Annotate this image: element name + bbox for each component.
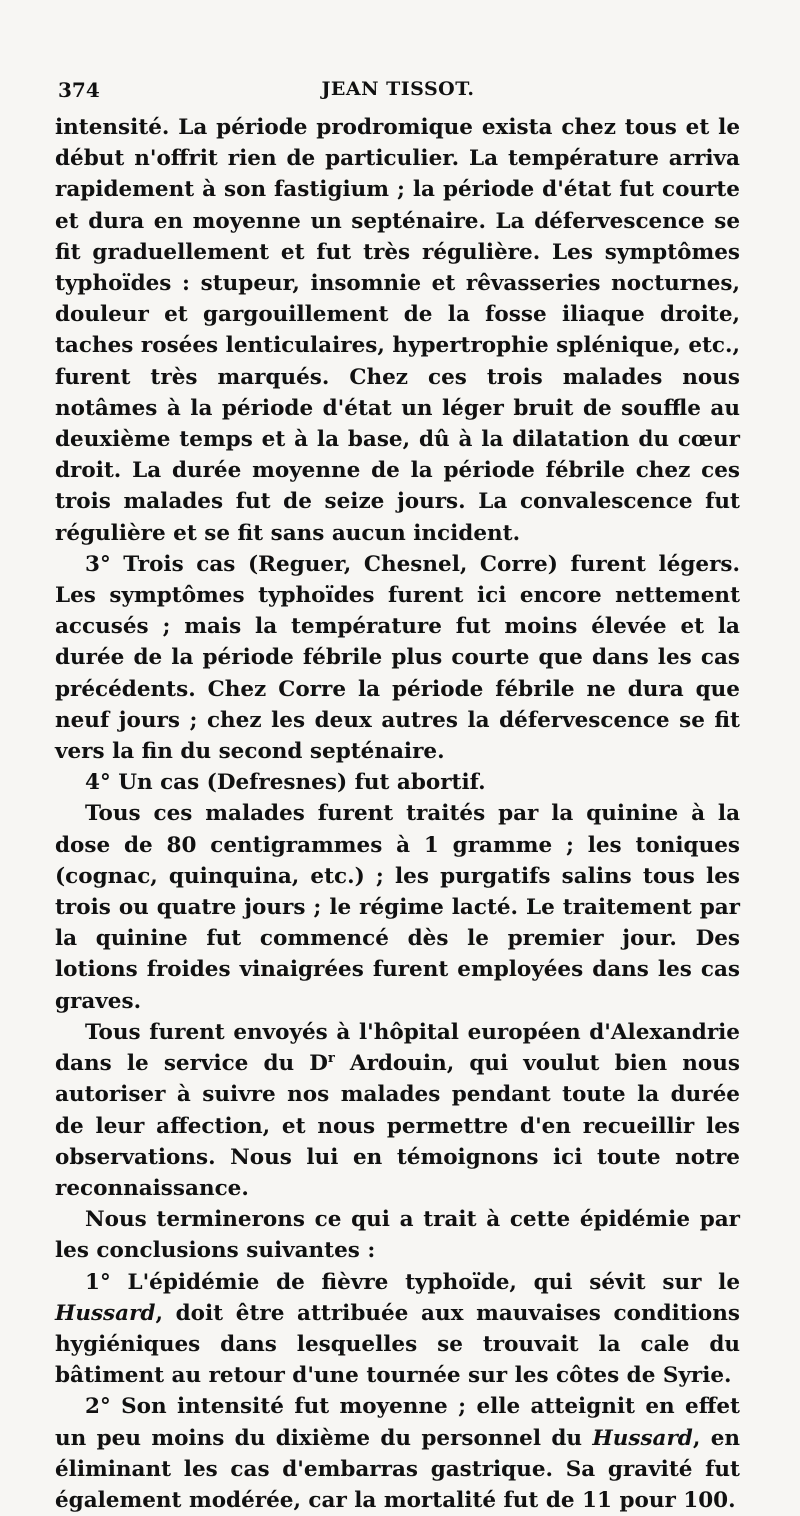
paragraph-conclusion-1: 1° L'épidémie de fièvre typhoïde, qui sévit sur le Hussard, doit être attribuée aux mauvaises conditions hygiéniques dans lesquelles se trouvait la cale du bâtiment au retour d'une tournée sur les côtes de Syrie. [55, 1269, 740, 1389]
page-number: 374 [58, 78, 100, 102]
paragraph-conclusions-intro: Nous terminerons ce qui a trait à cette épidémie par les conclusions suivantes : [55, 1207, 740, 1264]
paragraph-hospital: Tous furent envoyés à l'hôpital européen d'Alexandrie dans le service du $D^r$ Ardouin, qui voulut bien nous autoriser à suivre nos malades pendant toute la durée de leur affection, et nous permettre d'en recueillir les observations. Nous lui en témoignons ici toute notre reconnaissance. [55, 1019, 740, 1201]
paragraph-continuation: intensité. La période prodromique exista chez tous et le début n'offrit rien de particulier. La température arriva rapidement à son fastigium ; la période d'état fut courte et dura en moyenne un septénaire. La défervescence se fit graduellement et fut très régulière. Les symptômes typhoïdes : stupeur, insomnie et rêvasseries nocturnes, douleur et gargouillement de la fosse iliaque droite, taches rosées lenticulaires, hypertrophie splénique, etc., furent très marqués. Chez ces trois malades nous notâmes à la période d'état un léger bruit de souffle au deuxième temps et à la base, dû à la dilatation du cœur droit. La durée moyenne de la période fébrile chez ces trois malades fut de seize jours. La convalescence fut régulière et se fit sans aucun incident. [55, 115, 740, 546]
running-title: JEAN TISSOT. [321, 78, 475, 100]
running-head [58, 72, 738, 102]
item-number: 4° [85, 770, 111, 796]
ship-name: Hussard [55, 1300, 156, 1326]
item-number: 3° [85, 551, 111, 577]
paragraph-conclusion-2: 2° Son intensité fut moyenne ; elle atteignit en effet un peu moins du dixième du personnel du Hussard, en éliminant les cas d'embarras gastrique. Sa gravité fut également modérée, car la mortalité fut de 11 pour 100. [55, 1394, 741, 1513]
item-number: 1° [85, 1269, 111, 1295]
body-text [55, 112, 740, 1516]
superscript: r [327, 1050, 335, 1066]
item-number: 2° [85, 1394, 111, 1420]
paragraph-case-3: 3° Trois cas (Reguer, Chesnel, Corre) furent légers. Les symptômes typhoïdes furent ici encore nettement accusés ; mais la température fut moins élevée et la durée de la période fébrile plus courte que dans les cas précédents. Chez Corre la période fébrile ne dura que neuf jours ; chez les deux autres la défervescence se fit vers la fin du second septénaire. [55, 551, 740, 765]
paragraph-treatment: Tous ces malades furent traités par la quinine à la dose de 80 centigrammes à 1 gramme ; les toniques (cognac, quinquina, etc.) ; les purgatifs salins tous les trois ou quatre jours ; le régime lacté. Le traitement par la quinine fut commencé dès le premier jour. Des lotions froides vinaigrées furent employées dans les cas graves. [55, 801, 740, 1014]
paragraph-case-4: 4° Un cas (Defresnes) fut abortif. [85, 770, 486, 796]
ship-name: Hussard [592, 1425, 693, 1451]
